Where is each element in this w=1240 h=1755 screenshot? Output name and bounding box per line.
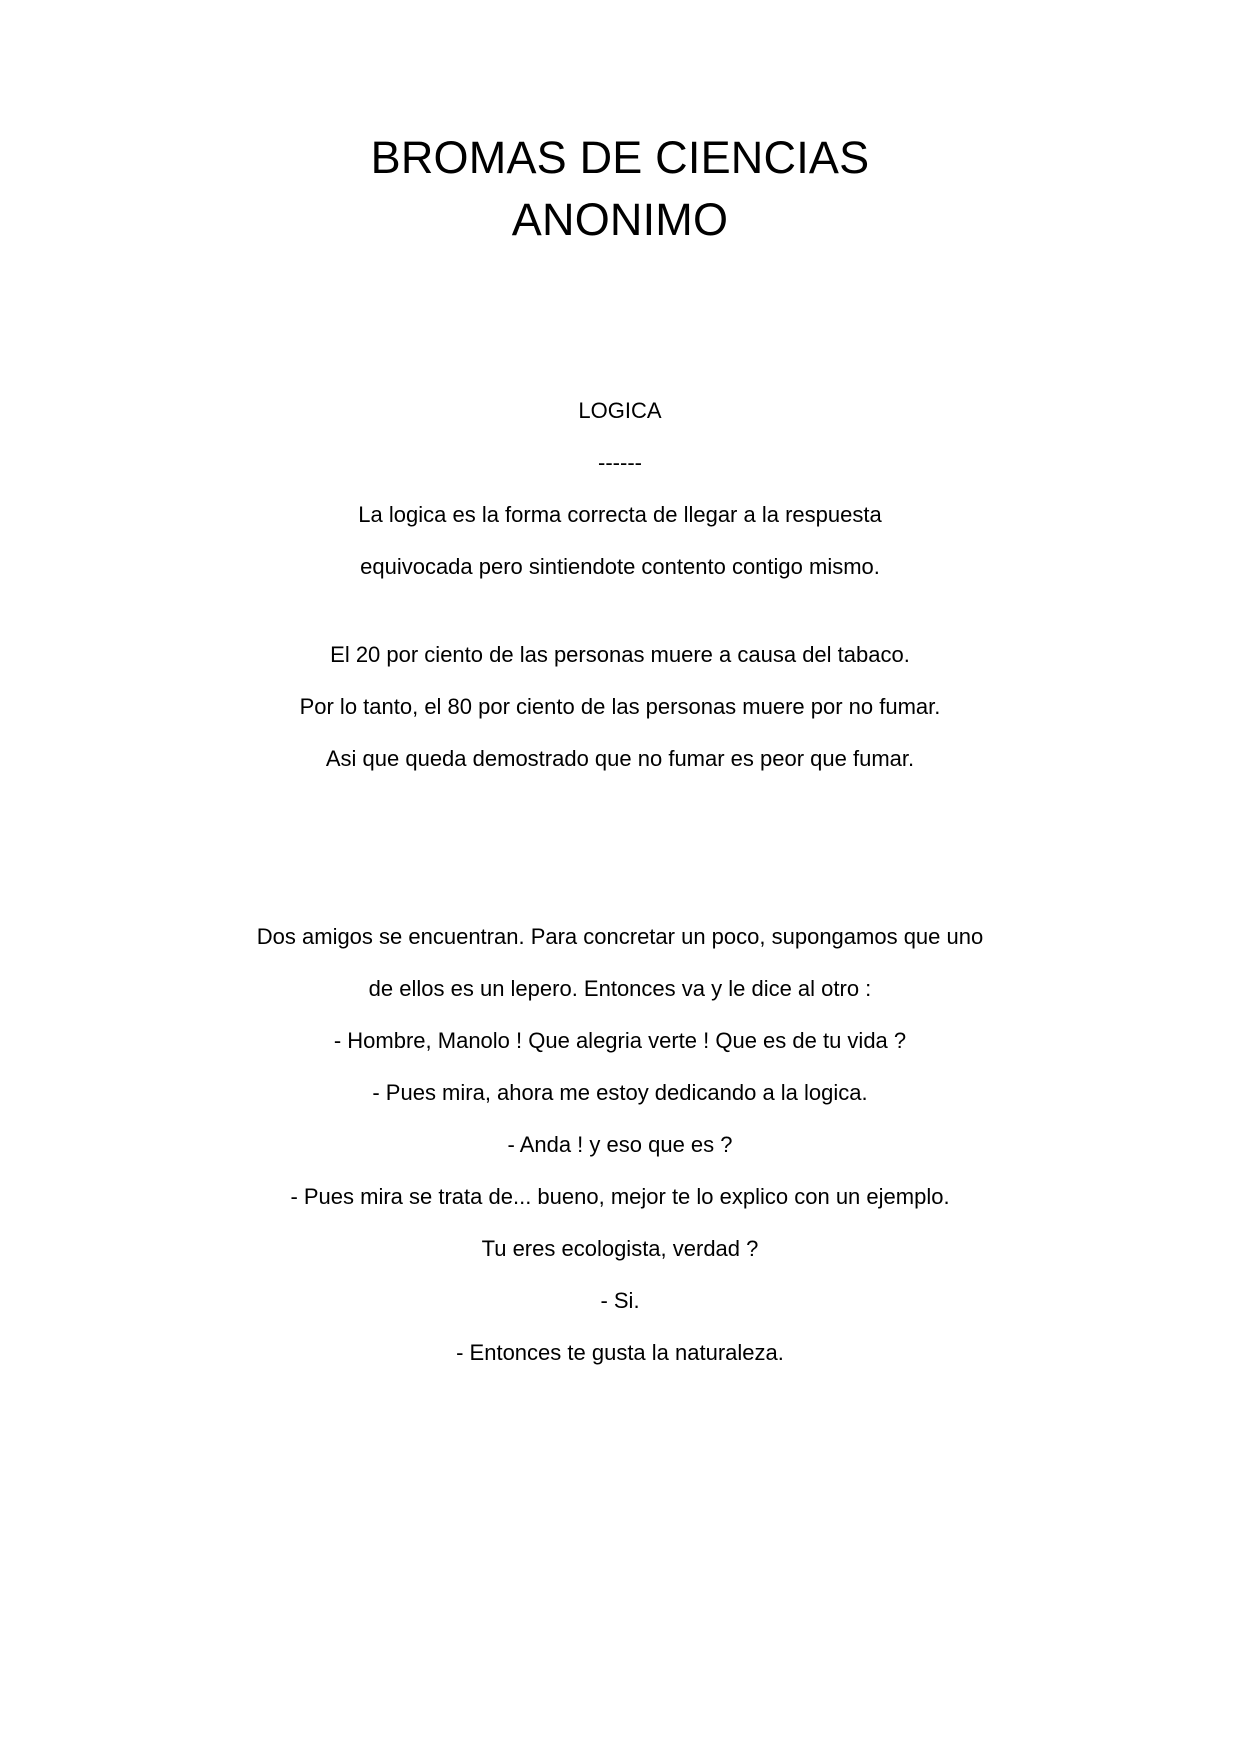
joke-dialogue-line-7: Tu eres ecologista, verdad ? bbox=[481, 1236, 759, 1261]
joke-definition-block bbox=[0, 489, 1240, 593]
title-line-2: ANONIMO bbox=[511, 194, 729, 245]
section-divider-dashes: ------ bbox=[598, 450, 642, 475]
page-title bbox=[0, 0, 1240, 251]
joke-tobacco-block bbox=[0, 629, 1240, 785]
joke-tobacco-line-2: Por lo tanto, el 80 por ciento de las personas muere por no fumar. bbox=[299, 694, 941, 719]
joke-dialogue-block bbox=[0, 911, 1240, 1379]
joke-dialogue-line-6: - Pues mira se trata de... bueno, mejor te lo explico con un ejemplo. bbox=[290, 1184, 950, 1209]
joke-tobacco-line-1: El 20 por ciento de las personas muere a causa del tabaco. bbox=[330, 642, 910, 667]
joke-dialogue-line-3: - Hombre, Manolo ! Que alegria verte ! Que es de tu vida ? bbox=[333, 1028, 907, 1053]
joke-dialogue-line-8: - Si. bbox=[600, 1288, 640, 1313]
joke-dialogue-line-4: - Pues mira, ahora me estoy dedicando a la logica. bbox=[372, 1080, 868, 1105]
joke-definition-line-2: equivocada pero sintiendote contento contigo mismo. bbox=[360, 554, 880, 579]
joke-definition-line-1: La logica es la forma correcta de llegar a la respuesta bbox=[358, 502, 882, 527]
joke-dialogue-line-5: - Anda ! y eso que es ? bbox=[507, 1132, 733, 1157]
joke-dialogue-line-2: de ellos es un lepero. Entonces va y le dice al otro : bbox=[368, 976, 872, 1001]
joke-tobacco-line-3: Asi que queda demostrado que no fumar es peor que fumar. bbox=[325, 746, 915, 771]
spacer-after-title bbox=[0, 251, 1240, 385]
joke-dialogue-line-1: Dos amigos se encuentran. Para concretar un poco, supongamos que uno bbox=[256, 924, 984, 949]
section-heading-logica: LOGICA bbox=[578, 398, 662, 423]
spacer-between-jokes-1 bbox=[0, 593, 1240, 629]
section-logica bbox=[0, 385, 1240, 489]
joke-dialogue-line-9: - Entonces te gusta la naturaleza. bbox=[456, 1340, 784, 1365]
title-line-1: BROMAS DE CIENCIAS bbox=[370, 132, 870, 183]
spacer-between-jokes-2 bbox=[0, 785, 1240, 911]
